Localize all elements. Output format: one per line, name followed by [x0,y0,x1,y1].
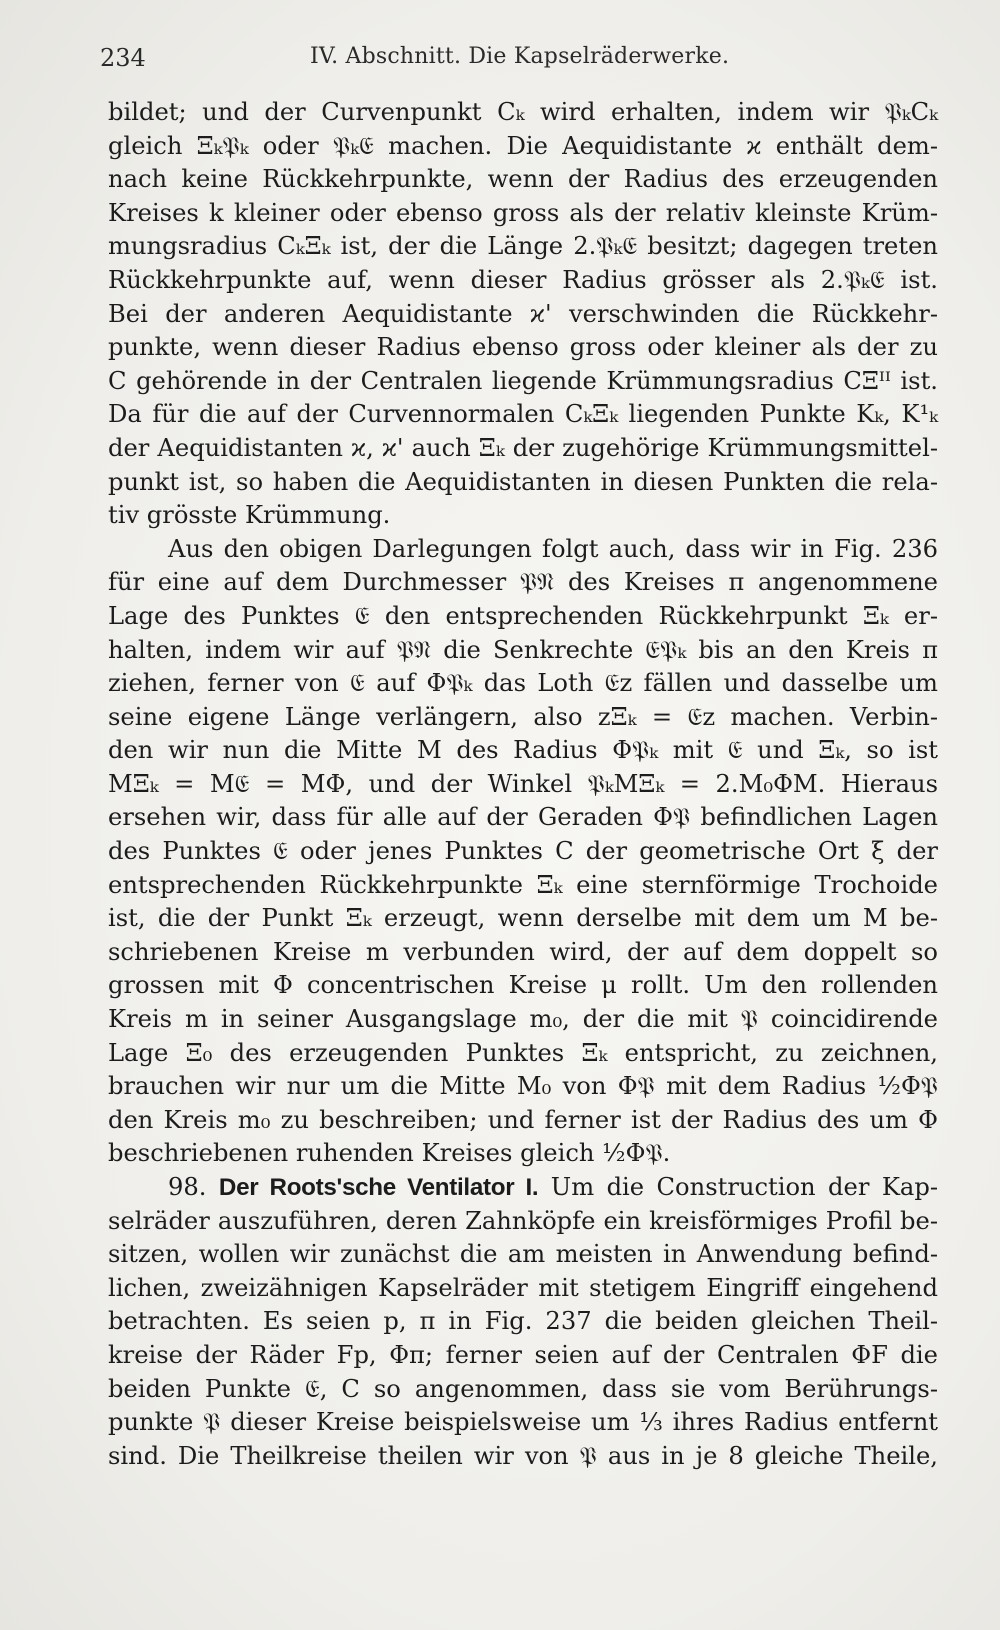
page-header [98,38,938,78]
text-line: sind. Die Theilkreise theilen wir von 𝔓 aus in je 8 gleiche Theile, [108,1441,938,1470]
text-line: seine eigene Länge verlängern, also zΞₖ = 𝔈z machen. Verbin- [108,702,938,731]
body-text [108,96,938,1473]
text-line: des Punktes 𝔈 oder jenes Punktes C der geometrische Ort ξ der [108,837,938,866]
text-line: ist, die der Punkt Ξₖ erzeugt, wenn derselbe mit dem um M be- [108,904,938,933]
text-line: den wir nun die Mitte M des Radius Φ𝔓ₖ mit 𝔈 und Ξₖ, so ist [108,736,938,765]
section-number: 98. [168,1173,219,1201]
text-line [108,1171,938,1205]
text-line: lichen, zweizähnigen Kapselräder mit stetigem Eingriff eingehend [108,1273,938,1302]
section-text: Um die Construction der Kap- [538,1173,939,1201]
text-line: MΞₖ = M𝔈 = MΦ, und der Winkel 𝔓ₖMΞₖ = 2.M₀ΦM. Hieraus [108,769,938,798]
text-line: für eine auf dem Durchmesser 𝔓𝔑 des Kreises π angenommene [108,568,938,597]
text-line: grossen mit Φ concentrischen Kreise μ rollt. Um den rollenden [108,971,938,1000]
text-line: selräder auszuführen, deren Zahnköpfe ein kreisförmiges Profil be- [108,1206,938,1235]
text-line: punkte 𝔓 dieser Kreise beispielsweise um ⅓ ihres Radius entfernt [108,1408,938,1437]
text-line: Da für die auf der Curvennormalen CₖΞₖ liegenden Punkte Kₖ, K¹ₖ [108,400,938,429]
text-line: Kreis m in seiner Ausgangslage m₀, der die mit 𝔓 coincidirende [108,1005,938,1034]
text-line: nach keine Rückkehrpunkte, wenn der Radius des erzeugenden [108,165,938,194]
text-line: C gehörende in der Centralen liegende Krümmungsradius CΞᴵᴵ ist. [108,366,938,395]
text-line: Bei der anderen Aequidistante ϰ' verschwinden die Rückkehr- [108,299,938,328]
text-line: beiden Punkte 𝔈, C so angenommen, dass sie vom Berührungs- [108,1374,938,1403]
text-line: halten, indem wir auf 𝔓𝔑 die Senkrechte 𝔈𝔓ₖ bis an den Kreis π [108,635,938,664]
text-line: ziehen, ferner von 𝔈 auf Φ𝔓ₖ das Loth 𝔈z fällen und dasselbe um [108,669,938,698]
text-line: punkt ist, so haben die Aequidistanten in diesen Punkten die rela- [108,467,938,496]
text-line: brauchen wir nur um die Mitte M₀ von Φ𝔓 mit dem Radius ½Φ𝔓 [108,1072,938,1101]
running-title: IV. Abschnitt. Die Kapselräderwerke. [310,44,730,69]
text-line: Lage Ξ₀ des erzeugenden Punktes Ξₖ entspricht, zu zeichnen, [108,1038,938,1067]
text-line: ersehen wir, dass für alle auf der Geraden Φ𝔓 befindlichen Lagen [108,803,938,832]
text-line: Aus den obigen Darlegungen folgt auch, dass wir in Fig. 236 [168,534,938,563]
text-line: schriebenen Kreise m verbunden wird, der auf dem doppelt so [108,937,938,966]
text-line: kreise der Räder Fp, Φπ; ferner seien auf der Centralen ΦF die [108,1340,938,1369]
text-line: Rückkehrpunkte auf, wenn dieser Radius grösser als 2.𝔓ₖ𝔈 ist. [108,265,938,294]
text-line: entsprechenden Rückkehrpunkte Ξₖ eine sternförmige Trochoide [108,870,938,899]
text-line: der Aequidistanten ϰ, ϰ' auch Ξₖ der zugehörige Krümmungsmittel- [108,433,938,462]
text-line: sitzen, wollen wir zunächst die am meisten in Anwendung befind- [108,1240,938,1269]
text-line: gleich Ξₖ𝔓ₖ oder 𝔓ₖ𝔈 machen. Die Aequidistante ϰ enthält dem- [108,131,938,160]
section-heading: Der Roots'sche Ventilator I. [218,1174,539,1201]
text-line: betrachten. Es seien p, π in Fig. 237 die beiden gleichen Theil- [108,1307,938,1336]
text-line: tiv grösste Krümmung. [108,501,391,530]
text-line: bildet; und der Curvenpunkt Cₖ wird erhalten, indem wir 𝔓ₖCₖ [108,98,938,126]
page-number: 234 [100,44,146,72]
text-line: beschriebenen ruhenden Kreises gleich ½Φ𝔓. [108,1139,671,1168]
text-line: punkte, wenn dieser Radius ebenso gross oder kleiner als der zu [108,333,938,362]
text-line: mungsradius CₖΞₖ ist, der die Länge 2.𝔓ₖ𝔈 besitzt; dagegen treten [108,232,938,261]
text-line: den Kreis m₀ zu beschreiben; und ferner ist der Radius des um Φ [108,1105,938,1134]
text-line: Lage des Punktes 𝔈 den entsprechenden Rückkehrpunkt Ξₖ er- [108,601,938,630]
text-line: Kreises k kleiner oder ebenso gross als der relativ kleinste Krüm- [108,198,938,227]
